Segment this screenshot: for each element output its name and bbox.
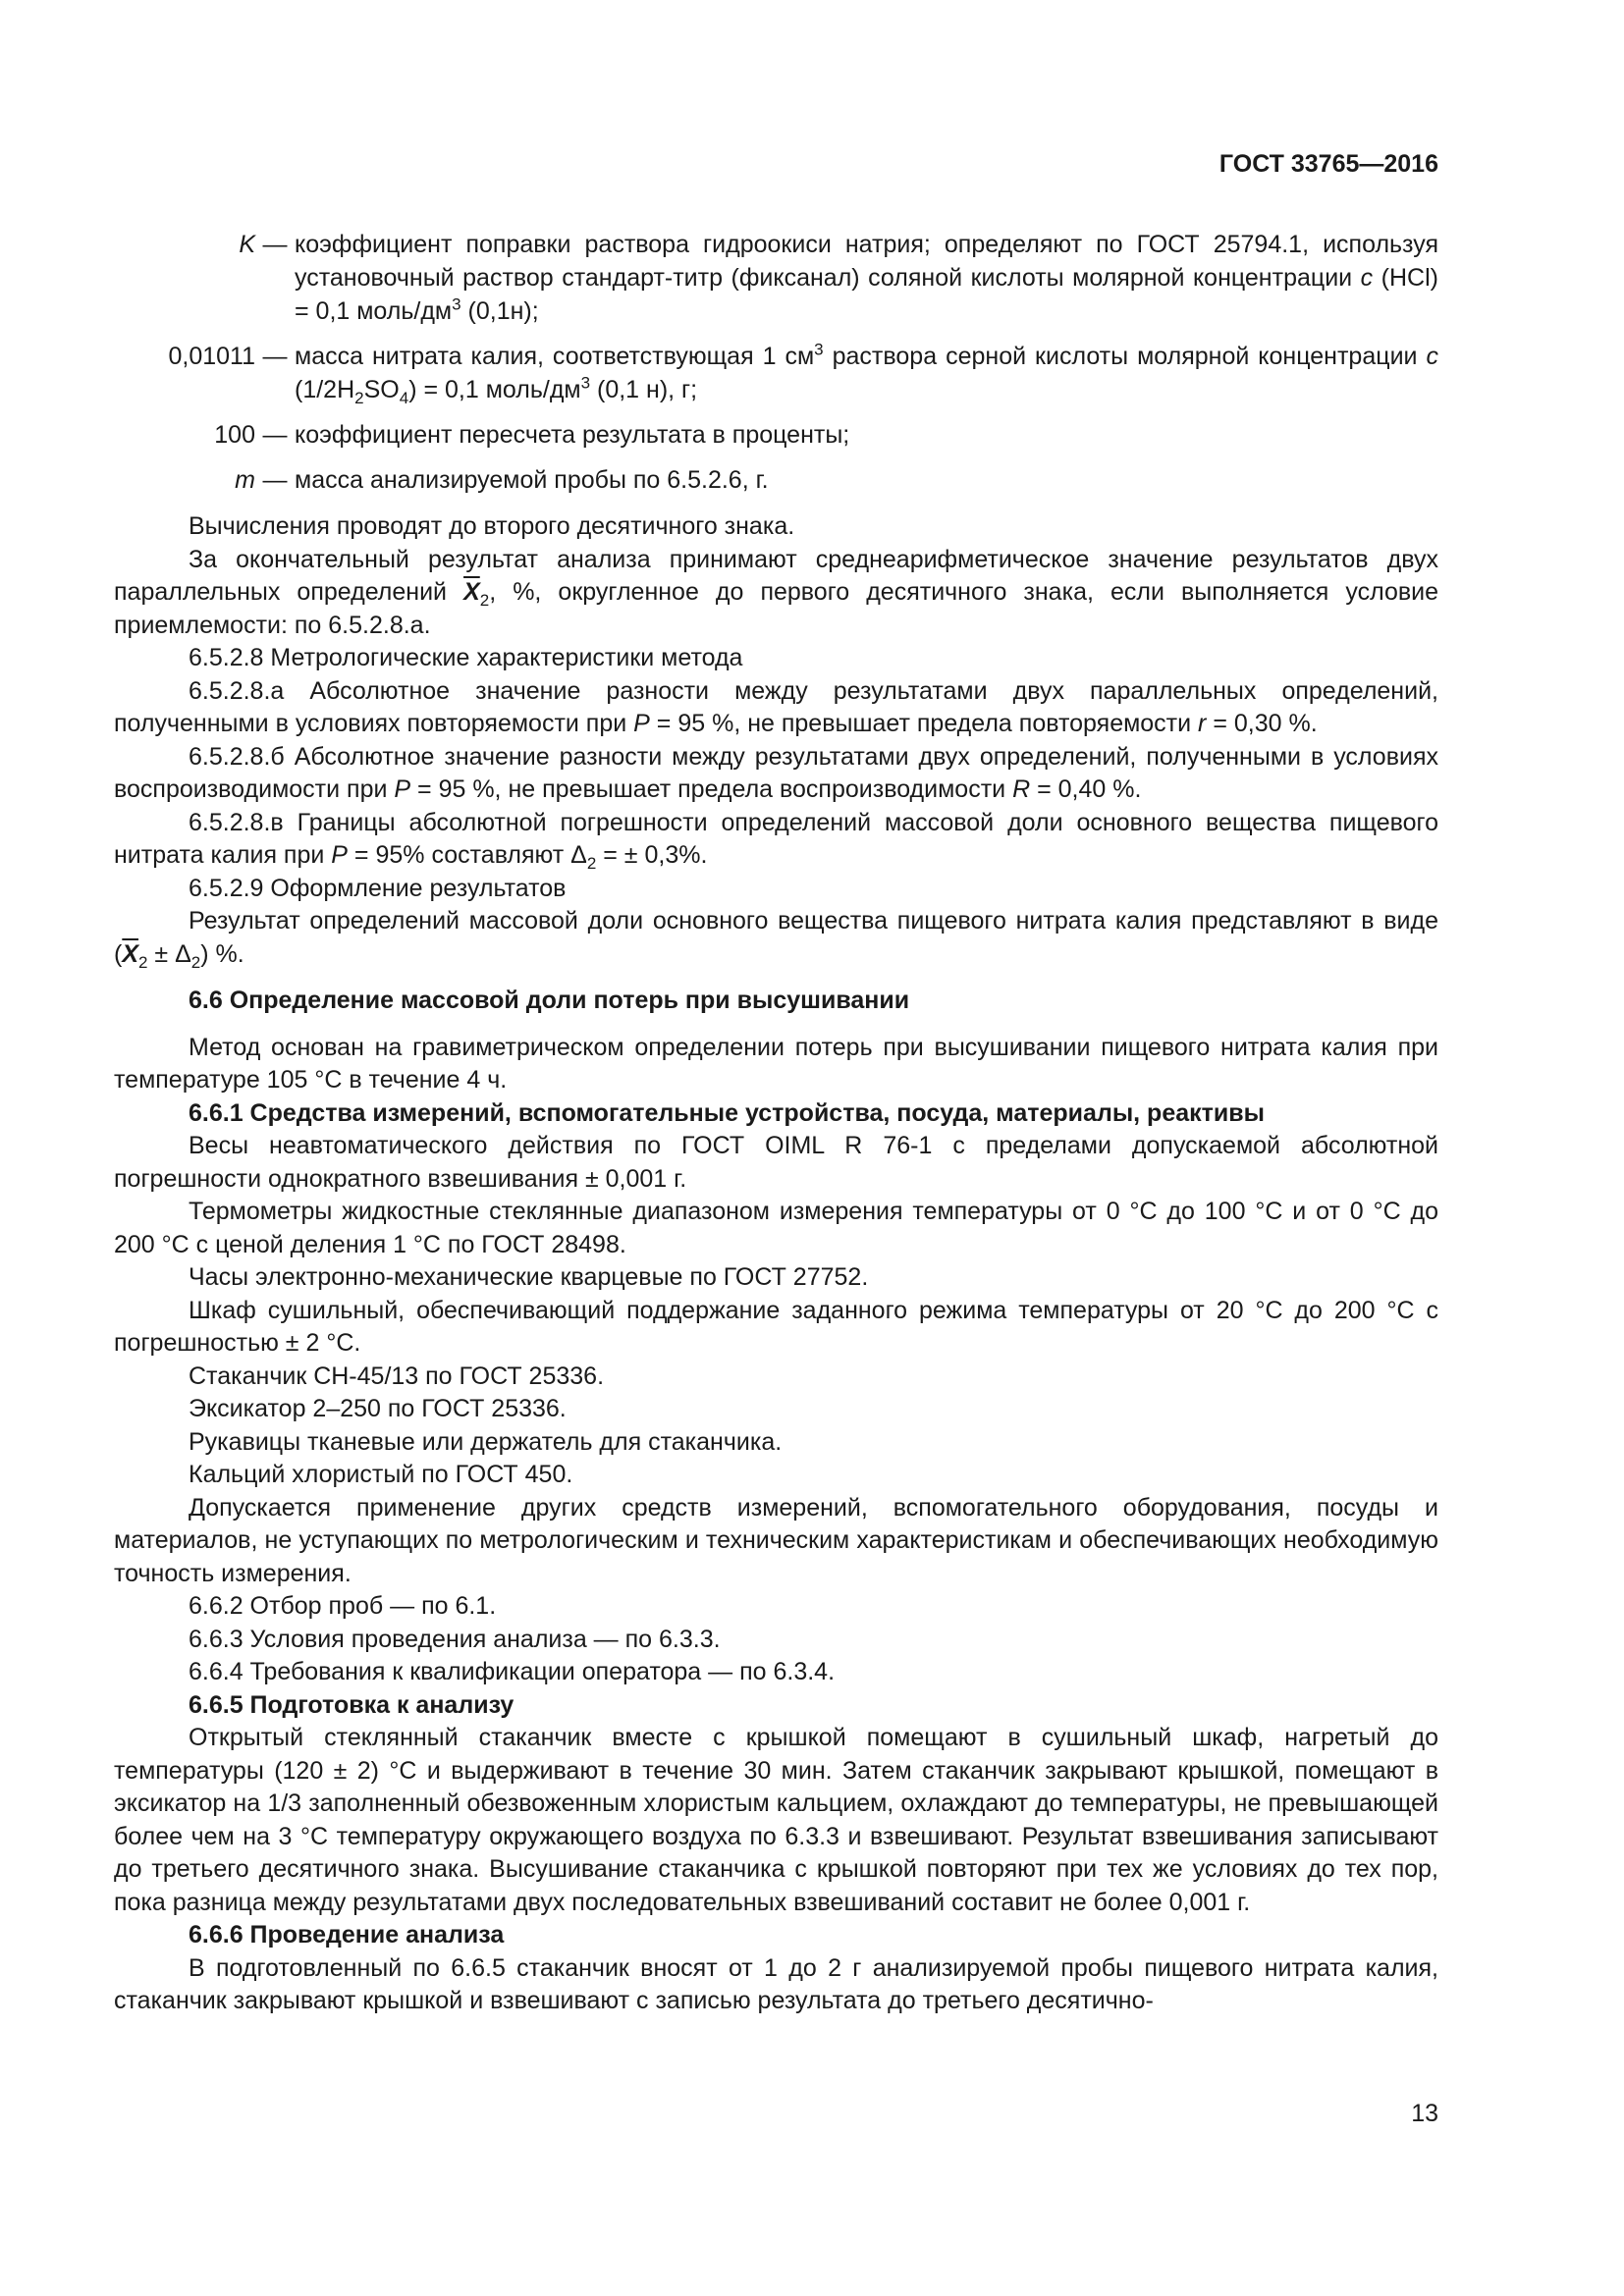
page-number: 13 <box>1411 2100 1438 2127</box>
definition-row <box>114 340 1438 406</box>
paragraph: Термометры жидкостные стеклянные диапазоном измерения температуры от 0 °С до 100 °С и от 0 °С до 200 °С с ценой деления 1 °С по ГОСТ 28498. <box>114 1198 1438 1258</box>
paragraph: Результат определений массовой доли основного вещества пищевого нитрата калия представляют в виде $(\overline{X}_2 \pm \Delta_2)$ %. <box>114 907 1438 972</box>
paragraph: 6.6.4 Требования к квалификации оператора — по 6.3.4. <box>189 1658 836 1685</box>
em-dash: — <box>262 231 288 258</box>
paragraph: 6.5.2.8.в Границы абсолютной погрешности определений массовой доли основного вещества пищевого нитрата калия при P = 95% составляют $\Delta_2$ = ± 0,3%. <box>114 808 1438 873</box>
paragraph: Часы электронно-механические кварцевые по ГОСТ 27752. <box>189 1263 869 1291</box>
paragraph: Эксикатор 2–250 по ГОСТ 25336. <box>189 1395 567 1422</box>
paragraph: Стаканчик СН-45/13 по ГОСТ 25336. <box>189 1362 605 1390</box>
em-dash: — <box>262 343 288 370</box>
paragraph: Рукавицы тканевые или держатель для стаканчика. <box>189 1427 783 1456</box>
document-header: ГОСТ 33765—2016 <box>1218 150 1438 178</box>
paragraph: Открытый стеклянный стаканчик вместе с крышкой помещают в сушильный шкаф, нагретый до температуры (120 ± 2) °С и выдерживают в течение 30 мин. Затем стаканчик закрывают крышкой, помещают в эксикатор на 1/3 заполненный обезвоженным хлористым кальцием, охлаждают до температуры, не превышающей более чем на 3 °С температуру окружающего воздуха по 6.3.3 и взвешивают. Результат взвешивания записывают до третьего десятичного знака. Высушивание стаканчика с крышкой повторяют при тех же условиях до тех пор, пока разница между результатами двух последовательных взвешиваний составит не более 0,001 г. <box>114 1724 1438 1916</box>
definition-symbol: m <box>235 466 255 494</box>
document-body <box>114 510 1438 2018</box>
formula-definitions <box>114 228 1438 508</box>
paragraph: В подготовленный по 6.6.5 стаканчик вносят от 1 до 2 г анализируемой пробы пищевого нитрата калия, стаканчик закрывают крышкой и взвешивают с записью результата до третьего десятично- <box>114 1953 1438 2014</box>
definition-symbol: K <box>239 231 255 258</box>
paragraph: 6.6.3 Условия проведения анализа — по 6.3.3. <box>189 1625 721 1653</box>
paragraph: 6.5.2.8 Метрологические характеристики метода <box>189 644 743 671</box>
definition-symbol: 0,01011 <box>168 343 255 370</box>
section-heading: 6.6.1 Средства измерений, вспомогательные устройства, посуда, материалы, реактивы <box>189 1098 1265 1127</box>
paragraph: 6.6.2 Отбор проб — по 6.1. <box>189 1592 497 1620</box>
em-dash: — <box>262 466 288 494</box>
definition-text: коэффициент поправки раствора гидроокиси натрия; определяют по ГОСТ 25794.1, используя установочный раствор стандарт-титр (фиксанал) соляной кислоты молярной концентрации c (HCl) = 0,1 моль/$дм^3$ (0,1н); <box>295 231 1438 325</box>
section-heading: 6.6.5 Подготовка к анализу <box>189 1690 514 1719</box>
paragraph: 6.5.2.8.б Абсолютное значение разности между результатами двух определений, полученными в условиях воспроизводимости при P = 95 %, не превышает предела воспроизводимости R = 0,40 %. <box>114 742 1438 803</box>
paragraph: Метод основан на гравиметрическом определении потерь при высушивании пищевого нитрата калия при температуре 105 °С в течение 4 ч. <box>114 1033 1438 1094</box>
section-heading: 6.6.6 Проведение анализа <box>189 1921 505 1949</box>
paragraph: Вычисления проводят до второго десятичного знака. <box>189 512 795 540</box>
definition-row <box>114 463 1438 497</box>
definition-symbol: 100 <box>214 421 255 449</box>
definition-row <box>114 418 1438 452</box>
definition-text: коэффициент пересчета результата в проценты; <box>295 421 850 449</box>
paragraph: 6.5.2.8.а Абсолютное значение разности между результатами двух параллельных определений, полученными в условиях повторяемости при P = 95 %, не превышает предела повторяемости r = 0,30 %. <box>114 676 1438 737</box>
em-dash: — <box>262 421 288 449</box>
paragraph: Весы неавтоматического действия по ГОСТ OIML R 76-1 с пределами допускаемой абсолютной погрешности однократного взвешивания ± 0,001 г. <box>114 1132 1438 1193</box>
paragraph: 6.5.2.9 Оформление результатов <box>189 874 567 902</box>
section-heading: 6.6 Определение массовой доли потерь при высушивании <box>189 987 910 1014</box>
paragraph: Шкаф сушильный, обеспечивающий поддержание заданного режима температуры от 20 °С до 200 °С с погрешностью ± 2 °С. <box>114 1296 1438 1357</box>
paragraph: За окончательный результат анализа принимают среднеарифметическое значение результатов двух параллельных определений $\overline{X}_2$, %, округленное до первого десятичного знака, если выполняется условие приемлемости: по 6.5.2.8.а. <box>114 545 1438 639</box>
paragraph: Допускается применение других средств измерений, вспомогательного оборудования, посуды и материалов, не уступающих по метрологическим и техническим характеристикам и обеспечивающих необходимую точность измерения. <box>114 1493 1438 1587</box>
definition-row <box>114 228 1438 328</box>
definition-text: масса анализируемой пробы по 6.5.2.6, г. <box>295 466 769 494</box>
paragraph: Кальций хлористый по ГОСТ 450. <box>189 1461 573 1488</box>
definition-text: масса нитрата калия, соответствующая 1 $см^3$ раствора серной кислоты молярной концентрации c $(1/2H_2SO_4) = 0,1$ моль/$дм^3$ (0,1 н), г; <box>295 340 1438 407</box>
